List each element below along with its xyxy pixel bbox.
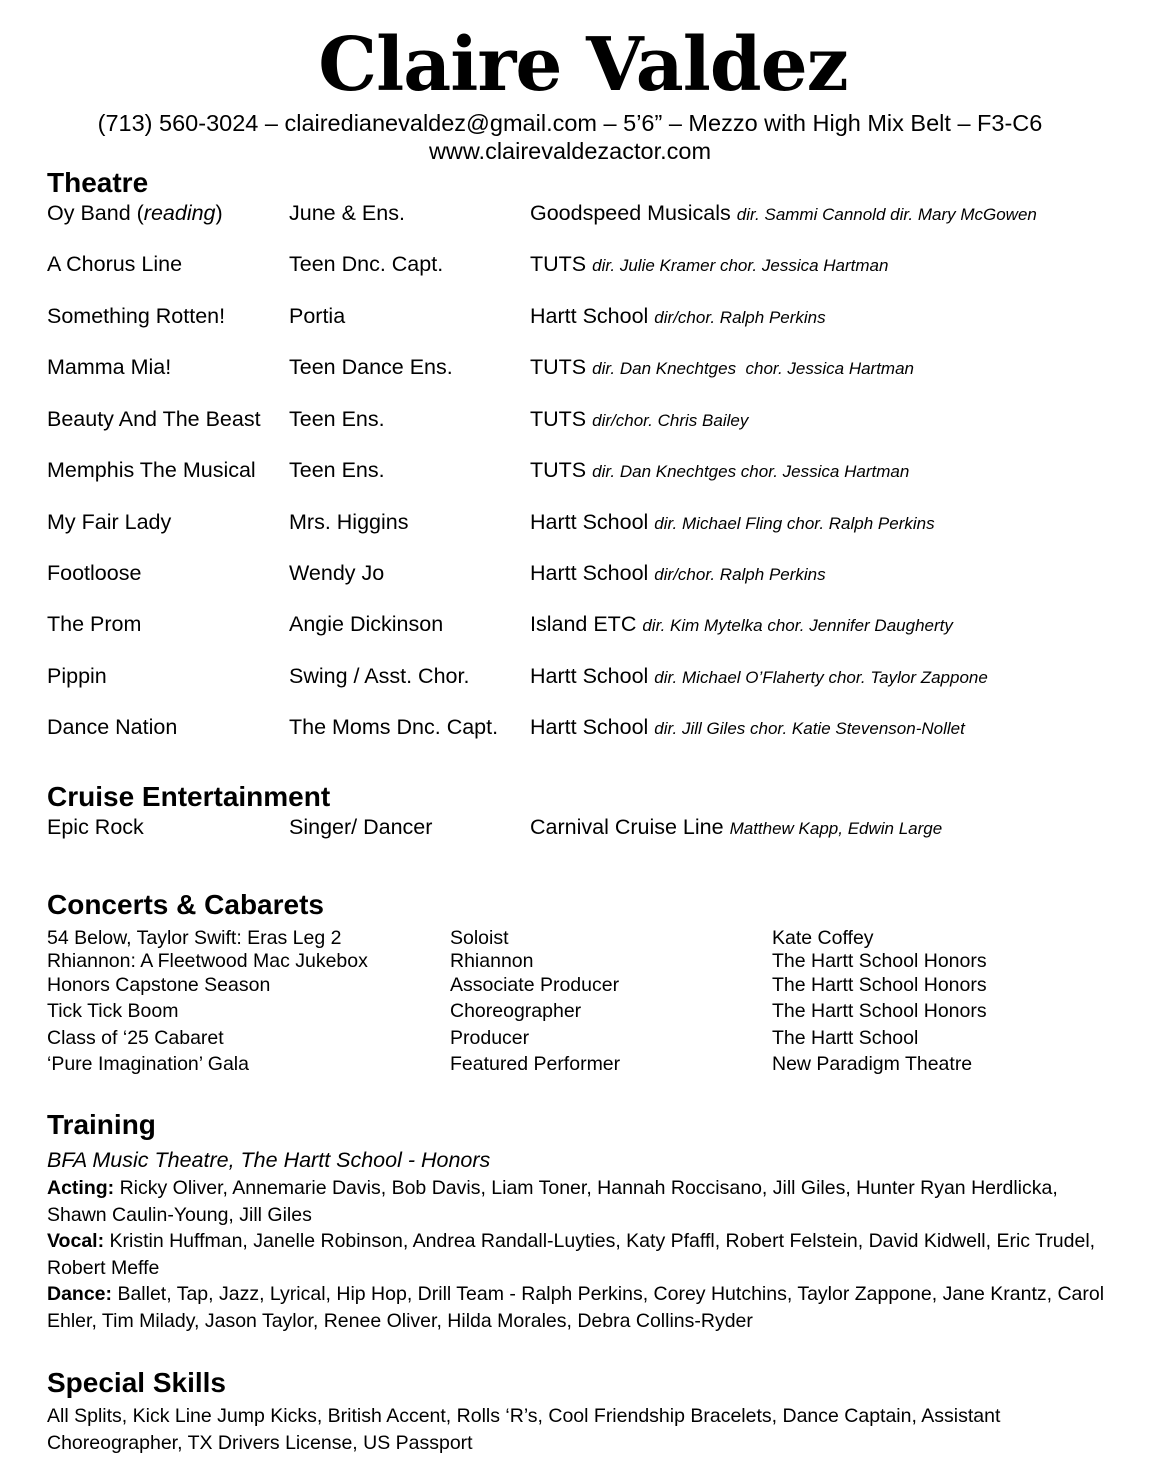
role: Teen Ens. xyxy=(289,407,385,431)
show-title: The Prom xyxy=(47,612,142,636)
role: Teen Ens. xyxy=(289,458,385,482)
company: Hartt School dir. Michael O’Flaherty chor. Taylor Zappone xyxy=(530,664,988,688)
role: Portia xyxy=(289,304,346,328)
cruise-row xyxy=(47,813,1147,841)
role: Teen Dance Ens. xyxy=(289,355,453,379)
theatre-row xyxy=(47,610,1147,638)
theatre-row xyxy=(47,662,1147,690)
show-title: Epic Rock xyxy=(47,815,144,839)
concert-row xyxy=(47,972,1147,998)
dance-label: Dance: xyxy=(47,1283,113,1305)
concert-row xyxy=(47,1025,1147,1051)
concert-row xyxy=(47,1051,1147,1077)
vocal-training xyxy=(47,1228,1122,1281)
resume-name: Claire Valdez xyxy=(318,22,848,108)
role: Wendy Jo xyxy=(289,561,385,585)
cruise-heading: Cruise Entertainment xyxy=(47,781,331,812)
show-title: Memphis The Musical xyxy=(47,458,256,482)
show-title: Mamma Mia! xyxy=(47,355,172,379)
role: Mrs. Higgins xyxy=(289,510,409,534)
dance-training xyxy=(47,1281,1122,1334)
organization: The Hartt School xyxy=(772,1027,919,1049)
role: June & Ens. xyxy=(289,201,405,225)
company: Island ETC dir. Kim Mytelka chor. Jennifer Daugherty xyxy=(530,612,953,636)
organization: New Paradigm Theatre xyxy=(772,1053,973,1075)
training-heading: Training xyxy=(47,1109,156,1140)
skills-text: All Splits, Kick Line Jump Kicks, British Accent, Rolls ‘R’s, Cool Friendship Bracelets, Dance Captain, Assistant Choreographer, TX Drivers License, US Passport xyxy=(47,1405,1001,1454)
show-title: Dance Nation xyxy=(47,715,178,739)
organization: The Hartt School Honors xyxy=(772,1000,987,1022)
acting-training xyxy=(47,1175,1122,1228)
show-title: Oy Band (reading) xyxy=(47,201,223,225)
show-title: Pippin xyxy=(47,664,107,688)
event: 54 Below, Taylor Swift: Eras Leg 2 xyxy=(47,927,342,949)
company: Hartt School dir. Michael Fling chor. Ralph Perkins xyxy=(530,510,935,534)
show-title: Beauty And The Beast xyxy=(47,407,261,431)
theatre-row xyxy=(47,456,1147,484)
role: Associate Producer xyxy=(450,974,620,996)
concerts-heading: Concerts & Cabarets xyxy=(47,889,324,920)
role: Teen Dnc. Capt. xyxy=(289,252,444,276)
acting-teachers: Ricky Oliver, Annemarie Davis, Bob Davis, Liam Toner, Hannah Roccisano, Jill Giles, Hunter Ryan Herdlicka, Shawn Caulin-Young, Jill Giles xyxy=(47,1177,1058,1226)
event: Honors Capstone Season xyxy=(47,974,271,996)
role: Swing / Asst. Chor. xyxy=(289,664,470,688)
event: Class of ‘25 Cabaret xyxy=(47,1027,224,1049)
website: www.clairevaldezactor.com xyxy=(428,138,712,164)
show-title: My Fair Lady xyxy=(47,510,172,534)
event: ‘Pure Imagination’ Gala xyxy=(47,1053,249,1075)
acting-label: Acting: xyxy=(47,1177,115,1199)
role: Singer/ Dancer xyxy=(289,815,433,839)
skills-heading: Special Skills xyxy=(47,1367,226,1398)
organization: The Hartt School Honors xyxy=(772,950,987,972)
company: Hartt School dir. Jill Giles chor. Katie Stevenson-Nollet xyxy=(530,715,965,739)
company: Goodspeed Musicals dir. Sammi Cannold dir. Mary McGowen xyxy=(530,201,1037,225)
company: TUTS dir. Dan Knechtges chor. Jessica Hartman xyxy=(530,458,910,482)
organization: Kate Coffey xyxy=(772,927,874,949)
theatre-row xyxy=(47,405,1147,433)
company: Hartt School dir/chor. Ralph Perkins xyxy=(530,304,826,328)
vocal-teachers: Kristin Huffman, Janelle Robinson, Andrea Randall-Luyties, Katy Pfaffl, Robert Felstein, David Kidwell, Eric Trudel, Robert Meffe xyxy=(47,1230,1096,1279)
event: Rhiannon: A Fleetwood Mac Jukebox xyxy=(47,950,368,972)
role: Soloist xyxy=(450,927,509,949)
theatre-row xyxy=(47,713,1147,741)
theatre-row xyxy=(47,302,1147,330)
role: Featured Performer xyxy=(450,1053,621,1075)
contact-line: (713) 560-3024 – clairedianevaldez@gmail.com – 5’6” – Mezzo with High Mix Belt – F3-C6 xyxy=(97,110,1043,136)
company: Carnival Cruise Line Matthew Kapp, Edwin Large xyxy=(530,815,943,839)
company: TUTS dir/chor. Chris Bailey xyxy=(530,407,749,431)
event: Tick Tick Boom xyxy=(47,1000,179,1022)
organization: The Hartt School Honors xyxy=(772,974,987,996)
vocal-label: Vocal: xyxy=(47,1230,105,1252)
theatre-heading: Theatre xyxy=(47,167,149,198)
theatre-row xyxy=(47,559,1147,587)
role: Angie Dickinson xyxy=(289,612,444,636)
concert-row xyxy=(47,948,1147,974)
theatre-row xyxy=(47,353,1147,381)
dance-teachers: Ballet, Tap, Jazz, Lyrical, Hip Hop, Drill Team - Ralph Perkins, Corey Hutchins, Taylor Zappone, Jane Krantz, Carol Ehler, Tim Milady, Jason Taylor, Renee Oliver, Hilda Morales, Debra Collins-Ryder xyxy=(47,1283,1105,1332)
company: Hartt School dir/chor. Ralph Perkins xyxy=(530,561,826,585)
theatre-row xyxy=(47,199,1147,227)
concert-row xyxy=(47,998,1147,1024)
show-title: A Chorus Line xyxy=(47,252,183,276)
role: The Moms Dnc. Capt. xyxy=(289,715,499,739)
role: Rhiannon xyxy=(450,950,534,972)
role: Producer xyxy=(450,1027,530,1049)
show-title: Footloose xyxy=(47,561,142,585)
degree: BFA Music Theatre, The Hartt School - Honors xyxy=(47,1148,491,1172)
role: Choreographer xyxy=(450,1000,582,1022)
show-title: Something Rotten! xyxy=(47,304,226,328)
company: TUTS dir. Julie Kramer chor. Jessica Hartman xyxy=(530,252,889,276)
theatre-row xyxy=(47,508,1147,536)
company: TUTS dir. Dan Knechtges chor. Jessica Hartman xyxy=(530,355,915,379)
theatre-row xyxy=(47,250,1147,278)
